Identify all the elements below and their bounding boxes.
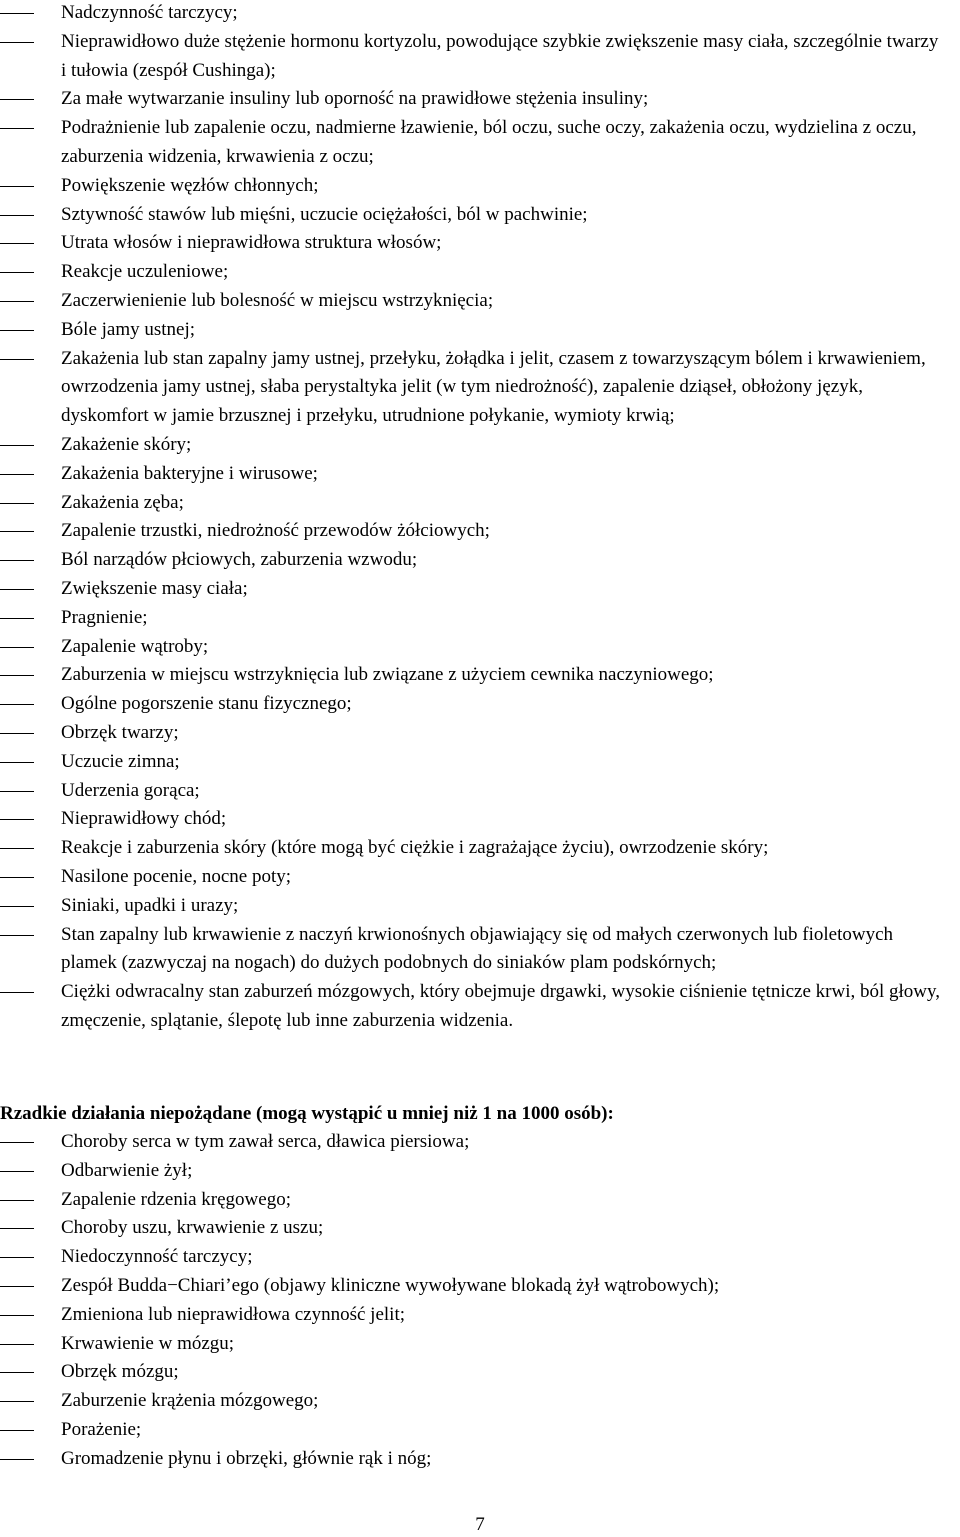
- dash-bullet: [0, 1142, 34, 1143]
- dash-bullet: [0, 1228, 34, 1229]
- dash-bullet: [0, 992, 34, 993]
- list-item: [0, 85, 954, 114]
- dash-bullet: [0, 560, 34, 561]
- dash-bullet: [0, 704, 34, 705]
- list-item: [0, 489, 954, 518]
- list-item-text: Sztywność stawów lub mięśni, uczucie ociężałości, ból w pachwinie;: [61, 203, 588, 225]
- list-item: [0, 1358, 954, 1387]
- list-item-text: Zakażenie skóry;: [61, 433, 192, 455]
- list-item: [0, 1272, 954, 1301]
- list-item: [0, 1387, 954, 1416]
- dash-bullet: [0, 1372, 34, 1373]
- dash-bullet: [0, 935, 34, 936]
- dash-bullet: [0, 589, 34, 590]
- list-item-text: Nasilone pocenie, nocne poty;: [61, 865, 292, 887]
- list-item-text: Gromadzenie płynu i obrzęki, głównie rąk i nóg;: [61, 1447, 432, 1469]
- list-item: [0, 748, 954, 777]
- list-item-text: Zapalenie rdzenia kręgowego;: [61, 1188, 291, 1210]
- list-item-text: Obrzęk mózgu;: [61, 1361, 179, 1383]
- list-item: [0, 921, 954, 979]
- list-item-text: Choroby serca w tym zawał serca, dławica piersiowa;: [61, 1131, 470, 1152]
- list-item-text: Niedoczynność tarczycy;: [61, 1246, 253, 1268]
- dash-bullet: [0, 1344, 34, 1345]
- dash-bullet: [0, 243, 34, 244]
- list-item: [0, 258, 954, 287]
- list-item-text: Podrażnienie lub zapalenie oczu, nadmierne łzawienie, ból oczu, suche oczy, zakażenia oczu, wydzielina z oczu, zaburzenia widzenia, krwawienia z oczu;: [61, 117, 917, 167]
- dash-bullet: [0, 618, 34, 619]
- list-item-text: Uczucie zimna;: [61, 750, 180, 772]
- list-item: [0, 172, 954, 201]
- dash-bullet: [0, 1257, 34, 1258]
- dash-bullet: [0, 675, 34, 676]
- list-item: [0, 633, 954, 662]
- list-item: [0, 892, 954, 921]
- list-item-text: Choroby uszu, krwawienie z uszu;: [61, 1217, 324, 1239]
- list-item-text: Ciężki odwracalny stan zaburzeń mózgowych, który obejmuje drgawki, wysokie ciśnienie tętnicze krwi, ból głowy, zmęczenie, splątanie, ślepotę lub inne zaburzenia widzenia.: [61, 981, 941, 1031]
- list-item-text: Siniaki, upadki i urazy;: [61, 894, 239, 916]
- list-item-text: Za małe wytwarzanie insuliny lub oporność na prawidłowe stężenia insuliny;: [61, 88, 649, 110]
- list-item: [0, 28, 954, 86]
- list-item-text: Powiększenie węzłów chłonnych;: [61, 174, 319, 196]
- list-item-text: Zwiększenie masy ciała;: [61, 577, 248, 599]
- list-item: [0, 834, 954, 863]
- rare-side-effects-list: [0, 1128, 954, 1474]
- list-item-text: Krwawienie w mózgu;: [61, 1332, 235, 1354]
- dash-bullet: [0, 906, 34, 907]
- list-item: [0, 719, 954, 748]
- list-item-text: Utrata włosów i nieprawidłowa struktura włosów;: [61, 232, 442, 254]
- list-item: [0, 1128, 954, 1157]
- list-item: [0, 1330, 954, 1359]
- dash-bullet: [0, 445, 34, 446]
- dash-bullet: [0, 503, 34, 504]
- list-item: [0, 805, 954, 834]
- dash-bullet: [0, 128, 34, 129]
- list-item: [0, 1301, 954, 1330]
- list-item-text: Reakcje i zaburzenia skóry (które mogą być ciężkie i zagrażające życiu), owrzodzenie skóry;: [61, 837, 769, 859]
- dash-bullet: [0, 1430, 34, 1431]
- list-item-text: Zmieniona lub nieprawidłowa czynność jelit;: [61, 1303, 406, 1325]
- list-item: [0, 1186, 954, 1215]
- dash-bullet: [0, 215, 34, 216]
- list-item-text: Stan zapalny lub krwawienie z naczyń krwionośnych objawiający się od małych czerwonych lub fioletowych plamek (zazwyczaj na nogach) do dużych podobnych do siniaków plam podskórnych;: [61, 923, 894, 974]
- list-item-text: Nieprawidłowo duże stężenie hormonu kortyzolu, powodujące szybkie zwiększenie masy ciała, szczególnie twarzy i tułowia (zespół Cushinga);: [61, 30, 939, 81]
- dash-bullet: [0, 762, 34, 763]
- list-item-text: Zakażenia bakteryjne i wirusowe;: [61, 462, 318, 484]
- dash-bullet: [0, 186, 34, 187]
- dash-bullet: [0, 819, 34, 820]
- list-item-text: Pragnienie;: [61, 606, 148, 628]
- list-item-text: Zespół Budda−Chiari’ego (objawy kliniczne wywoływane blokadą żył wątrobowych);: [61, 1274, 720, 1296]
- dash-bullet: [0, 301, 34, 302]
- list-item-text: Ogólne pogorszenie stanu fizycznego;: [61, 693, 352, 715]
- list-item-text: Ból narządów płciowych, zaburzenia wzwodu;: [61, 549, 418, 571]
- list-item: [0, 604, 954, 633]
- list-item: [0, 546, 954, 575]
- list-item: [0, 690, 954, 719]
- dash-bullet: [0, 272, 34, 273]
- dash-bullet: [0, 359, 34, 360]
- list-item: [0, 575, 954, 604]
- list-item-text: Nieprawidłowy chód;: [61, 808, 227, 830]
- list-item-text: Zapalenie wątroby;: [61, 635, 209, 657]
- list-item-text: Zaburzenia w miejscu wstrzyknięcia lub związane z użyciem cewnika naczyniowego;: [61, 664, 714, 686]
- page-number: 7: [475, 1514, 485, 1535]
- dash-bullet: [0, 647, 34, 648]
- list-item: [0, 777, 954, 806]
- list-item: [0, 114, 954, 172]
- list-item: [0, 287, 954, 316]
- list-item: [0, 978, 954, 1036]
- list-item: [0, 229, 954, 258]
- list-item: [0, 1214, 954, 1243]
- list-item-text: Zaburzenie krążenia mózgowego;: [61, 1390, 319, 1412]
- dash-bullet: [0, 99, 34, 100]
- list-item: [0, 1157, 954, 1186]
- list-item-text: Nadczynność tarczycy;: [61, 2, 238, 23]
- list-item: [0, 345, 954, 431]
- list-item-text: Zapalenie trzustki, niedrożność przewodów żółciowych;: [61, 520, 490, 542]
- dash-bullet: [0, 531, 34, 532]
- dash-bullet: [0, 474, 34, 475]
- list-item: [0, 1243, 954, 1272]
- list-item: [0, 460, 954, 489]
- dash-bullet: [0, 1401, 34, 1402]
- rare-side-effects-heading: Rzadkie działania niepożądane (mogą wystąpić u mniej niż 1 na 1000 osób):: [0, 1103, 614, 1124]
- dash-bullet: [0, 13, 34, 14]
- dash-bullet: [0, 1200, 34, 1201]
- dash-bullet: [0, 848, 34, 849]
- dash-bullet: [0, 1315, 34, 1316]
- list-item: [0, 661, 954, 690]
- list-item: [0, 431, 954, 460]
- list-item: [0, 1445, 954, 1474]
- list-item-text: Uderzenia gorąca;: [61, 779, 200, 801]
- list-item-text: Odbarwienie żył;: [61, 1159, 193, 1181]
- list-item-text: Zakażenia lub stan zapalny jamy ustnej, przełyku, żołądka i jelit, czasem z towarzyszącym bólem i krwawieniem, owrzodzenia jamy ustnej, słaba perystaltyka jelit (w tym niedrożność), zapalenie dziąseł, obłożony język, dyskomfort w jamie brzusznej i przełyku, utrudnione połykanie, wymioty krwią;: [61, 347, 926, 427]
- dash-bullet: [0, 1459, 34, 1460]
- list-item: [0, 863, 954, 892]
- list-item: [0, 201, 954, 230]
- list-item: [0, 1416, 954, 1445]
- list-item-text: Reakcje uczuleniowe;: [61, 261, 229, 283]
- dash-bullet: [0, 42, 34, 43]
- dash-bullet: [0, 330, 34, 331]
- dash-bullet: [0, 791, 34, 792]
- dash-bullet: [0, 1286, 34, 1287]
- list-item: [0, 0, 954, 28]
- dash-bullet: [0, 1171, 34, 1172]
- list-item: [0, 316, 954, 345]
- dash-bullet: [0, 877, 34, 878]
- list-item: [0, 517, 954, 546]
- list-item-text: Zakażenia zęba;: [61, 491, 184, 513]
- list-item-text: Porażenie;: [61, 1418, 142, 1440]
- list-item-text: Zaczerwienienie lub bolesność w miejscu wstrzyknięcia;: [61, 289, 494, 311]
- dash-bullet: [0, 733, 34, 734]
- list-item-text: Bóle jamy ustnej;: [61, 318, 196, 340]
- list-item-text: Obrzęk twarzy;: [61, 721, 179, 743]
